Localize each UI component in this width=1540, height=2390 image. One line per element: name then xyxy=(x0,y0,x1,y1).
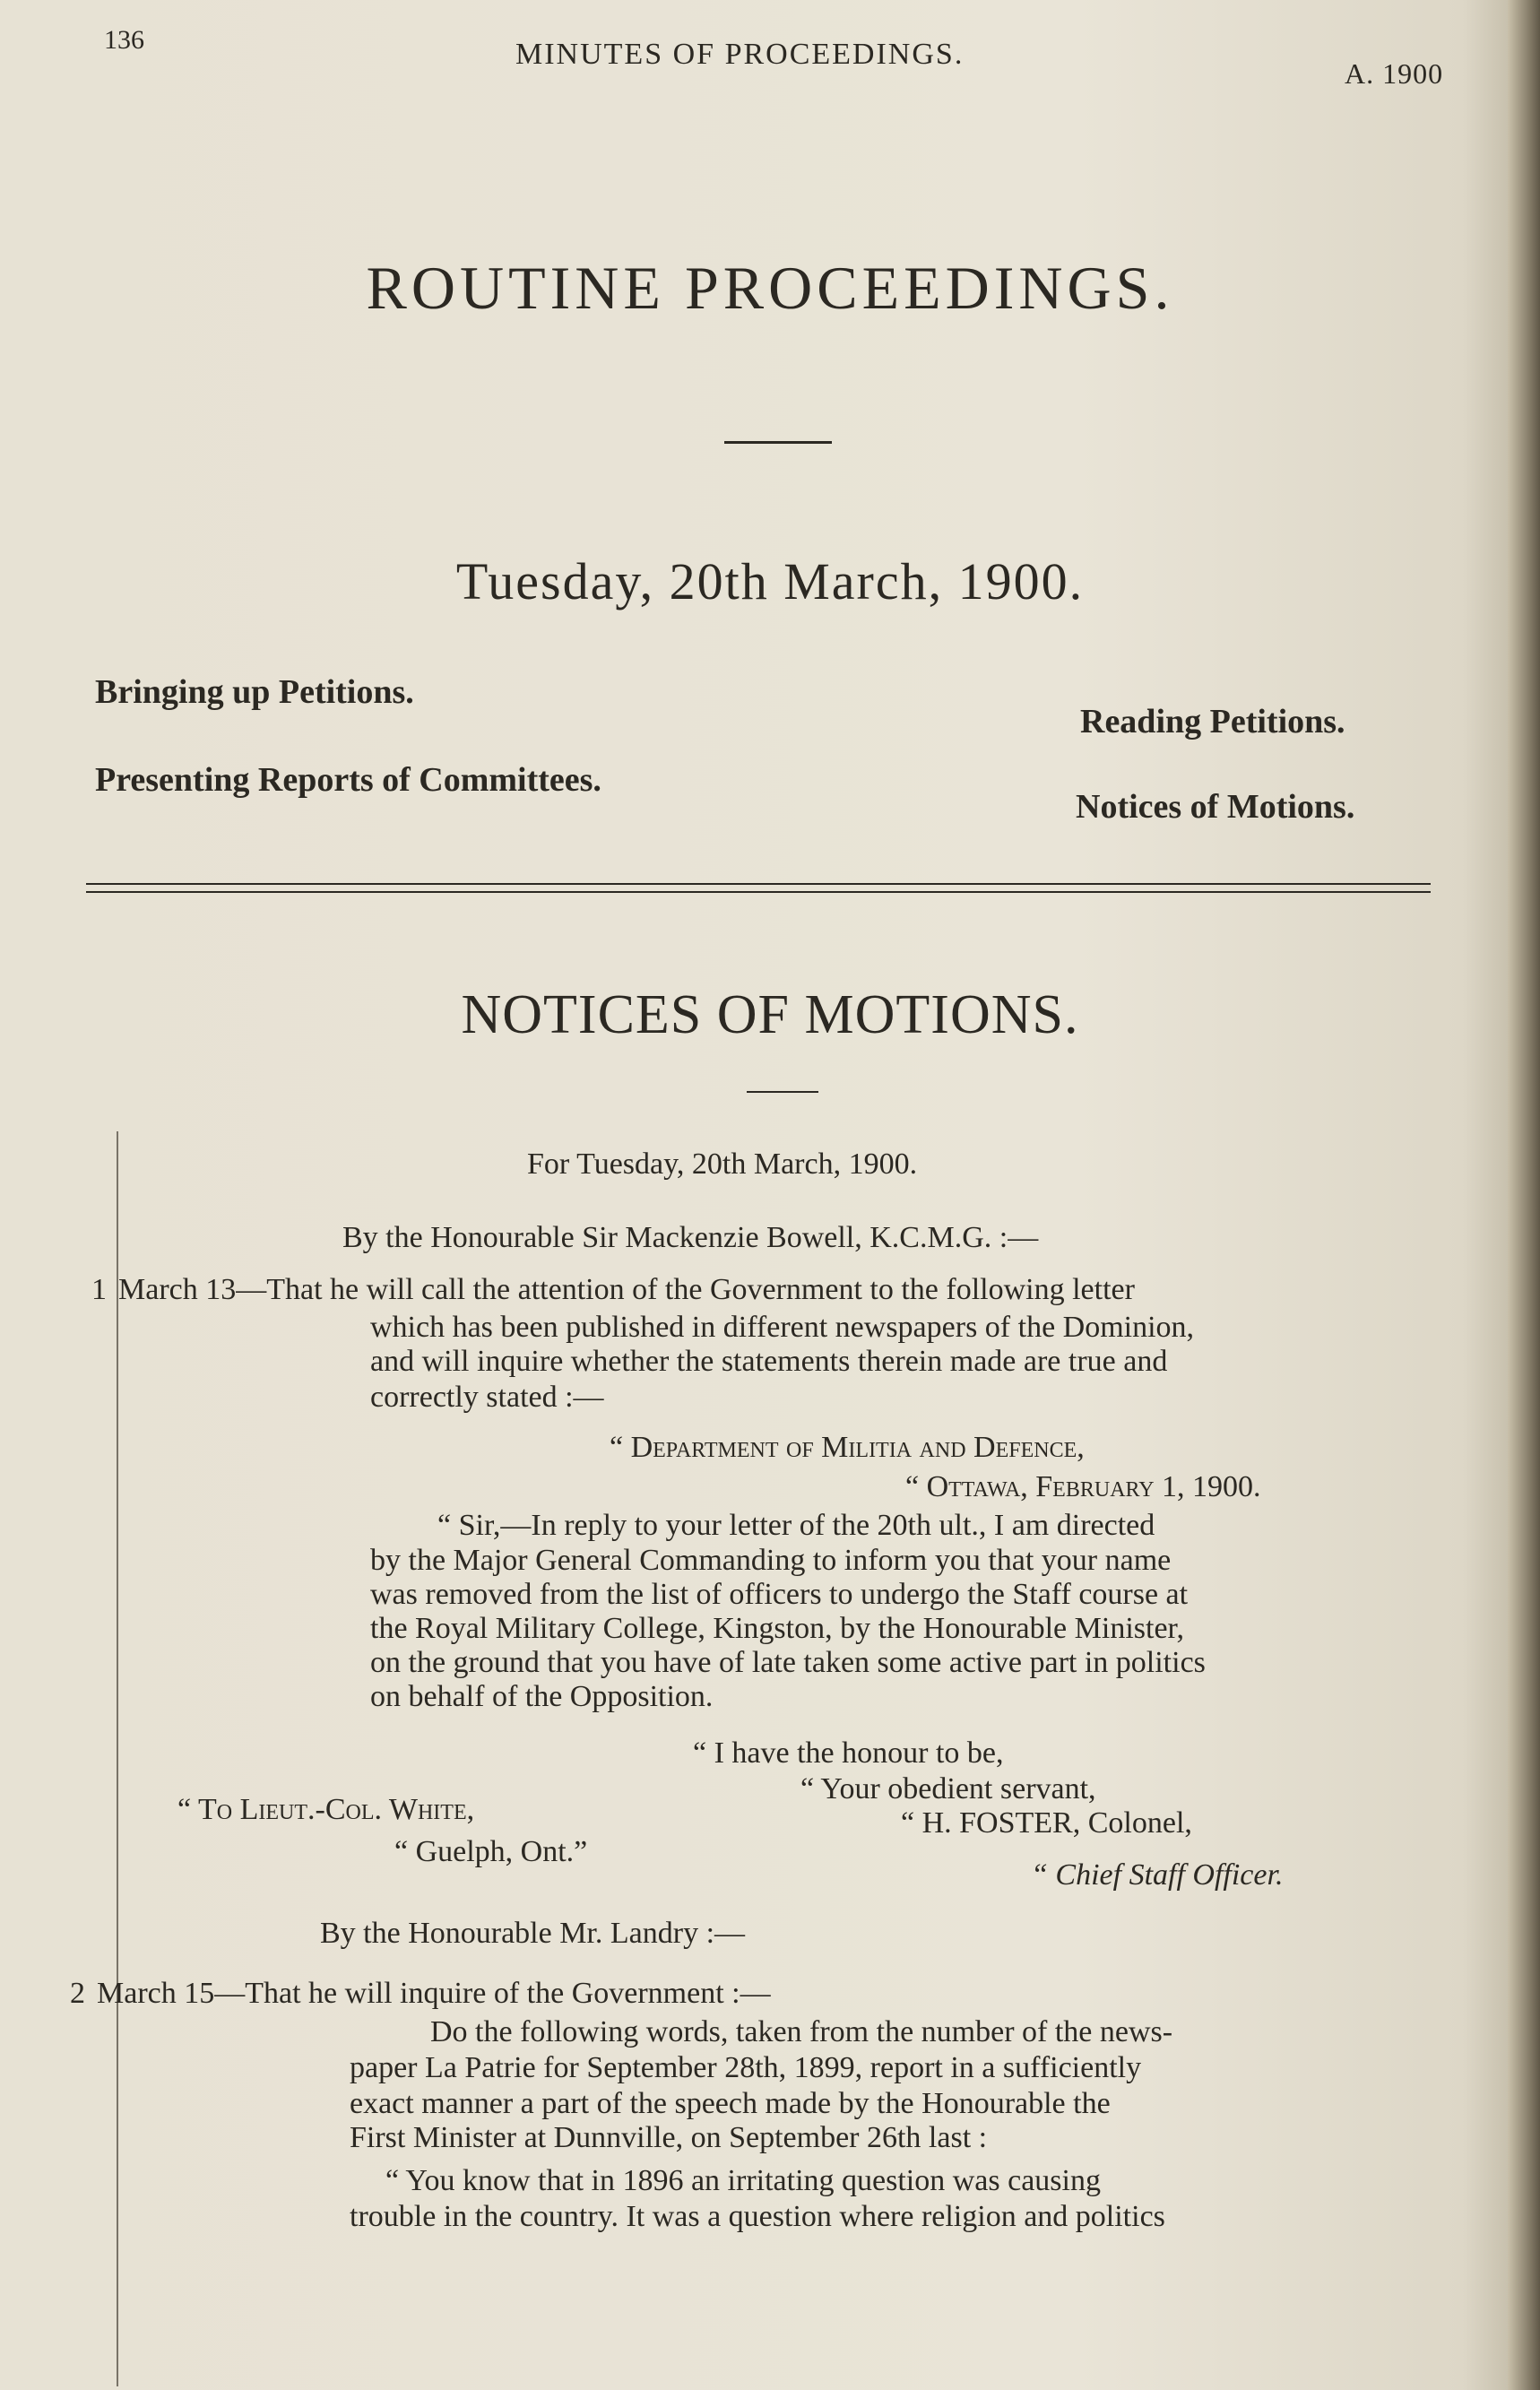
order-presenting-reports: Presenting Reports of Committees. xyxy=(95,761,601,799)
for-day-heading: For Tuesday, 20th March, 1900. xyxy=(527,1147,918,1181)
motion-2-line: paper La Patrie for September 28th, 1899, report in a sufficiently xyxy=(350,2051,1142,2084)
letter-body-line: the Royal Military College, Kingston, by the Honourable Minister, xyxy=(370,1612,1185,1645)
letter-closing: “ Your obedient servant, xyxy=(800,1772,1096,1805)
letter-place-date: “ Ottawa, February 1, 1900. xyxy=(905,1470,1261,1503)
motion-2-mover: By the Honourable Mr. Landry :— xyxy=(320,1917,746,1950)
order-notices-of-motions: Notices of Motions. xyxy=(1076,788,1355,826)
motion-2-line: March 15—That he will inquire of the Government :— xyxy=(97,1977,771,2010)
book-gutter xyxy=(1508,0,1540,2390)
motion-2-number: 2 xyxy=(70,1977,85,2010)
motion-1-line: and will inquire whether the statements therein made are true and xyxy=(370,1345,1168,1378)
date-heading: Tuesday, 20th March, 1900. xyxy=(455,552,1085,610)
letter-addressee: “ To Lieut.-Col. White, xyxy=(177,1793,475,1826)
motion-2-line: Do the following words, taken from the number of the news- xyxy=(430,2015,1173,2048)
letter-body-line: “ Sir,—In reply to your letter of the 20th ult., I am directed xyxy=(437,1509,1155,1542)
letter-body-line: on the ground that you have of late taken some active part in politics xyxy=(370,1646,1206,1679)
letter-addressee: “ Guelph, Ont.” xyxy=(394,1835,588,1868)
letter-signature-title: “ Chief Staff Officer. xyxy=(1031,1858,1284,1892)
page-title: ROUTINE PROCEEDINGS. xyxy=(366,254,1174,322)
motion-1-line: correctly stated :— xyxy=(370,1381,604,1414)
session-label: A. 1900 xyxy=(1345,57,1444,90)
motion-1-number: 1 xyxy=(91,1273,107,1306)
page-number: 136 xyxy=(104,25,144,55)
order-reading-petitions: Reading Petitions. xyxy=(1080,703,1345,740)
letter-signature: “ H. FOSTER, Colonel, xyxy=(901,1806,1192,1840)
divider-rule xyxy=(724,441,832,444)
motion-2-line: exact manner a part of the speech made by the Honourable the xyxy=(350,2087,1111,2120)
double-rule xyxy=(86,883,1431,893)
letter-closing: “ I have the honour to be, xyxy=(693,1736,1004,1770)
motion-2-line: “ You know that in 1896 an irritating question was causing xyxy=(385,2164,1101,2197)
section-title: NOTICES OF MOTIONS. xyxy=(461,984,1079,1045)
margin-rule xyxy=(117,1131,118,2386)
letter-body-line: was removed from the list of officers to undergo the Staff course at xyxy=(370,1578,1189,1611)
letter-department: “ Department of Militia and Defence, xyxy=(610,1431,1085,1464)
letter-body-line: on behalf of the Opposition. xyxy=(370,1680,714,1713)
order-bringing-up-petitions: Bringing up Petitions. xyxy=(95,673,414,711)
motion-2-line: First Minister at Dunnville, on September 26th last : xyxy=(350,2121,988,2154)
motion-1-mover: By the Honourable Sir Mackenzie Bowell, K.C.M.G. :— xyxy=(342,1221,1039,1254)
divider-rule xyxy=(747,1091,818,1093)
motion-1-line: which has been published in different newspapers of the Dominion, xyxy=(370,1311,1195,1344)
motion-1-line: March 13—That he will call the attention of the Government to the following letter xyxy=(118,1273,1135,1306)
letter-body-line: by the Major General Commanding to inform you that your name xyxy=(370,1544,1172,1577)
motion-2-line: trouble in the country. It was a question where religion and politics xyxy=(350,2200,1165,2233)
running-title: MINUTES OF PROCEEDINGS. xyxy=(515,38,965,71)
